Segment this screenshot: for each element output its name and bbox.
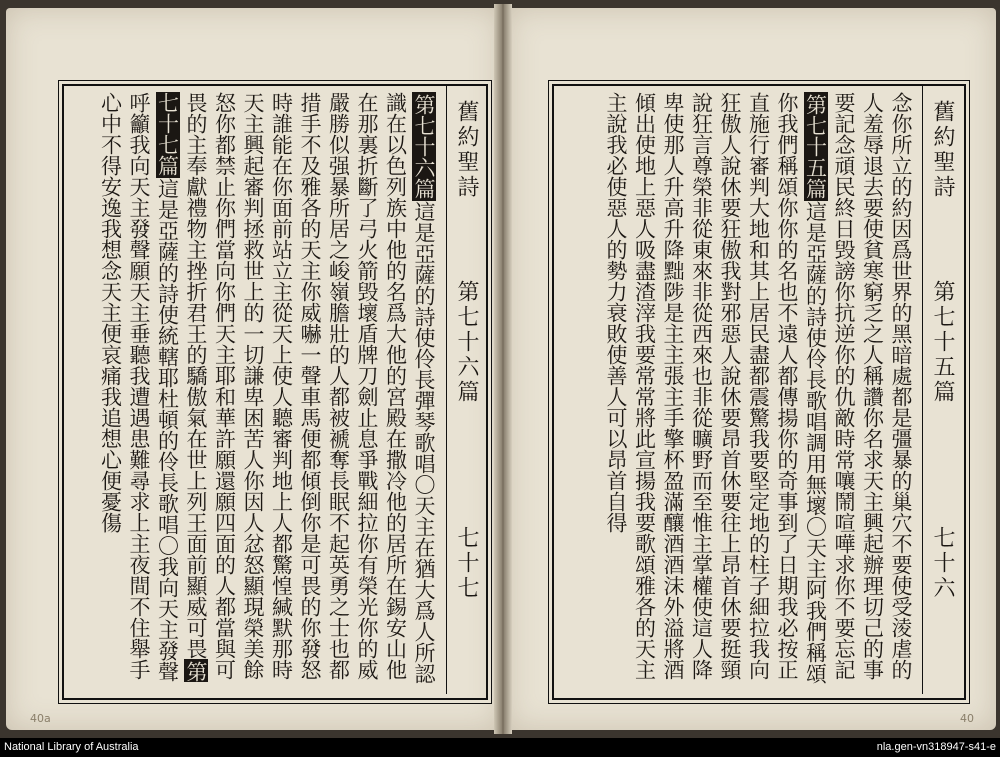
psalm-75-text: 這是亞薩的詩使伶長歌唱調用無壞〇天主阿我們稱頌你我們稱頌你你的名也不遠人都傳揚你的奇事到了日期我必按正直施行審判大地和其上居民盡都震驚我要堅定地的柱子細拉我向狂傲人說休要狂傲我對邪惡人說休要昂首休要往上昂首休要挺頸說狂言尊榮非從東來非從西來也非從曠野而至惟主掌權使這人降卑使那人升高升降黜陟是主主張主手擎杯盈滿釀酒酒沫外溢將酒傾出使地上惡人吸盡渣滓我要常常將此宣揚我要歌頌雅各的天主主說我必使惡人的勢力衰敗使善人可以昂首自得 [604,92,828,684]
footer-library-name: National Library of Australia [4,741,139,753]
psalm-77-text: 這是亞薩的詩使統轄耶杜頓的伶長歌唱〇我向天主發聲呼籲我向天主發聲願天主垂聽我遭遇患難尋求上主夜間不住舉手心中不得安逸我想念天主便哀痛我追想心便憂傷 [98,92,180,682]
psalm-76-tag: 第七十六篇 [412,94,436,199]
right-chapter-heading: 第七十五篇 [930,280,955,405]
left-page-body [66,92,438,692]
left-chapter-heading: 第七十六篇 [454,280,479,405]
psalm-76-text: 這是亞薩的詩使伶長彈琴歌唱〇天主在猶大爲人所認識在以色列族中他的名爲大他的宮殿在撒冷他的居所在錫安山他在那裏折斷了弓火箭毁壞盾牌刀劍止息爭戰細拉你有榮光你的威嚴勝似强暴所居之峻嶺膽壯的人都被褫奪長眠不起英勇之士也都措手不及雅各的天主你威嚇一聲車馬便都傾倒你是可畏的你發怒時誰能在你面前站立主從天上使人聽審判地上人都驚惶緘默那時天主興起審判拯救世上的一切謙卑困苦人你因人忿怒顯現榮美餘怒你都禁止你們當向你們天主耶和華許願還願四面的人都當與可畏的主奉獻禮物主挫折君王的驕傲氣在世上列王面前顯威可畏 [184,92,436,684]
right-book-title: 舊約聖詩 [930,100,955,200]
psalm-74-continuation-text: 念你所立的約因爲世界的黑暗處都是彊暴的巢穴不要使受淩虐的人羞辱退去要使貧寒窮乏之人稱讚你名求天主興起辦理切己的事要記念頑民終日毁謗你抗逆你的仇敵時常嚷鬧喧嘩求你不要忘記 [832,92,913,680]
footer-bar [0,738,1000,757]
left-book-title: 舊約聖詩 [454,100,479,200]
right-page-number: 七十六 [930,526,955,601]
left-page-number: 七十七 [454,526,479,601]
psalm-75-tag: 第七十五篇 [803,94,828,199]
right-pencil-mark: 40 [960,712,974,725]
left-pencil-mark: 40a [30,712,51,725]
right-page-body [557,92,915,692]
footer-record-id: nla.gen-vn318947-s41-e [876,741,996,753]
psalm-77-tag: 第七十七篇 [155,92,208,682]
book-gutter [494,4,512,734]
